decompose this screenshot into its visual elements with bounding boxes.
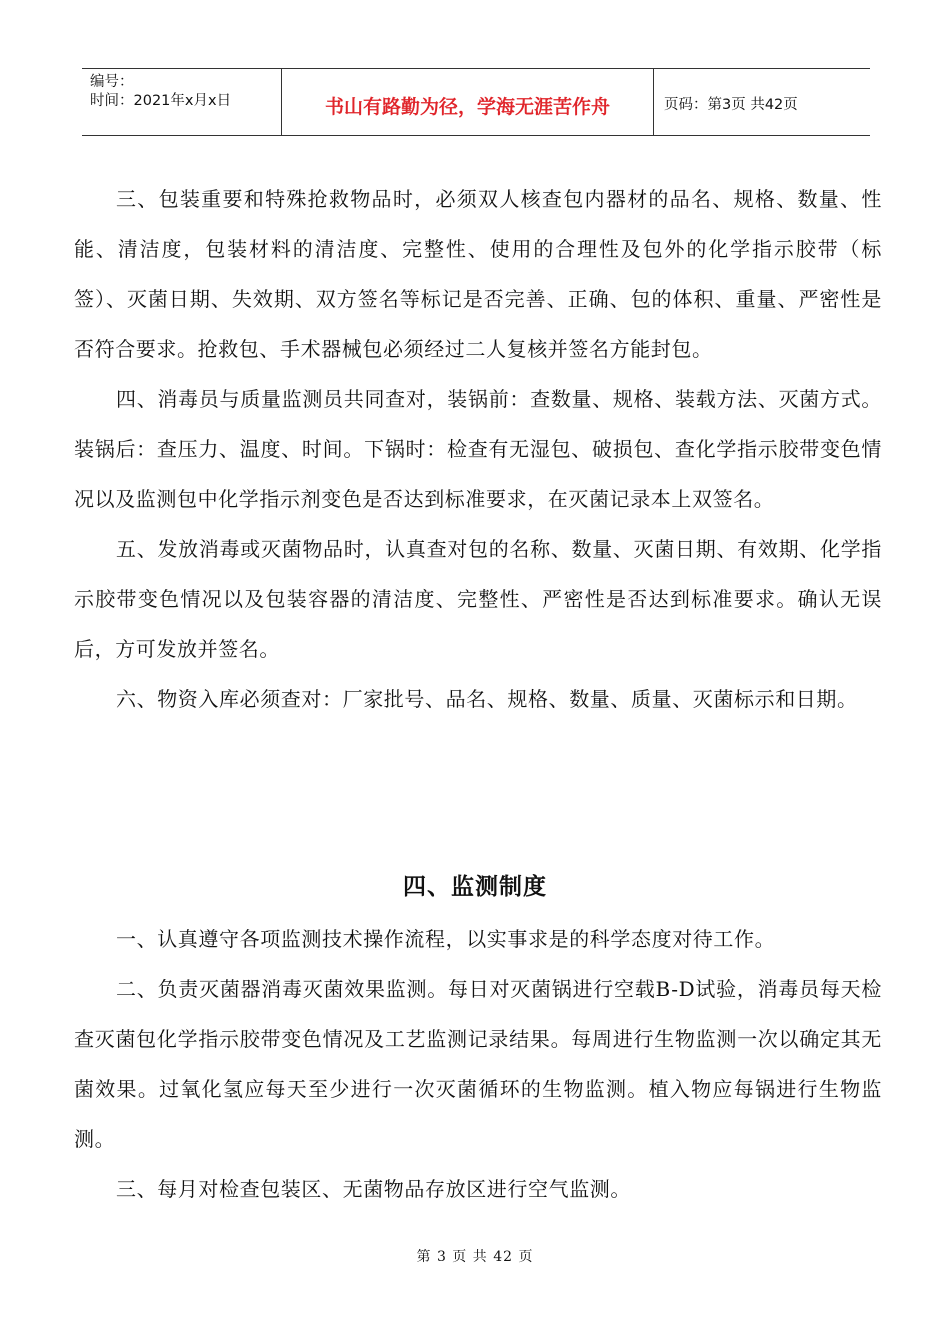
paragraph: 二、负责灭菌器消毒灭菌效果监测。每日对灭菌锅进行空载B-D试验，消毒员每天检查灭菌包化学指示胶带变色情况及工艺监测记录结果。每周进行生物监测一次以确定其无菌效果。过氧化氢应每天至少进行一次灭菌循环的生物监测。植入物应每锅进行生物监测。 (74, 977, 882, 1151)
paragraph: 五、发放消毒或灭菌物品时，认真查对包的名称、数量、灭菌日期、有效期、化学指示胶带变色情况以及包装容器的清洁度、完整性、严密性是否达到标准要求。确认无误后，方可发放并签名。 (74, 537, 882, 661)
section-body-text (74, 914, 882, 1214)
paragraph: 三、包装重要和特殊抢救物品时，必须双人核查包内器材的品名、规格、数量、性能、清洁度，包装材料的清洁度、完整性、使用的合理性及包外的化学指示胶带（标签）、灭菌日期、失效期、双方签名等标记是否完善、正确、包的体积、重量、严密性是否符合要求。抢救包、手术器械包必须经过二人复核并签名方能封包。 (74, 187, 882, 361)
paragraph: 三、每月对检查包装区、无菌物品存放区进行空气监测。 (116, 1177, 631, 1201)
section-title: 四、监测制度 (403, 874, 547, 900)
header-table (82, 68, 870, 136)
paragraph: 四、消毒员与质量监测员共同查对，装锅前：查数量、规格、装载方法、灭菌方式。装锅后：查压力、温度、时间。下锅时：检查有无湿包、破损包、查化学指示胶带变色情况以及监测包中化学指示剂变色是否达到标准要求，在灭菌记录本上双签名。 (74, 387, 882, 511)
page-footer: 第 3 页 共 42 页 (416, 1249, 534, 1265)
header-motto: 书山有路勤为径，学海无涯苦作舟 (282, 69, 654, 135)
paragraph: 一、认真遵守各项监测技术操作流程，以实事求是的科学态度对待工作。 (116, 927, 776, 951)
body-text (74, 174, 882, 724)
header-meta-cell (82, 69, 282, 135)
paragraph: 六、物资入库必须查对：厂家批号、品名、规格、数量、质量、灭菌标示和日期。 (116, 687, 858, 711)
header-page-info: 页码：第3页 共42页 (664, 96, 798, 113)
document-date-label: 时间：2021年x月x日 (90, 93, 232, 109)
document-number-label: 编号： (90, 74, 134, 90)
